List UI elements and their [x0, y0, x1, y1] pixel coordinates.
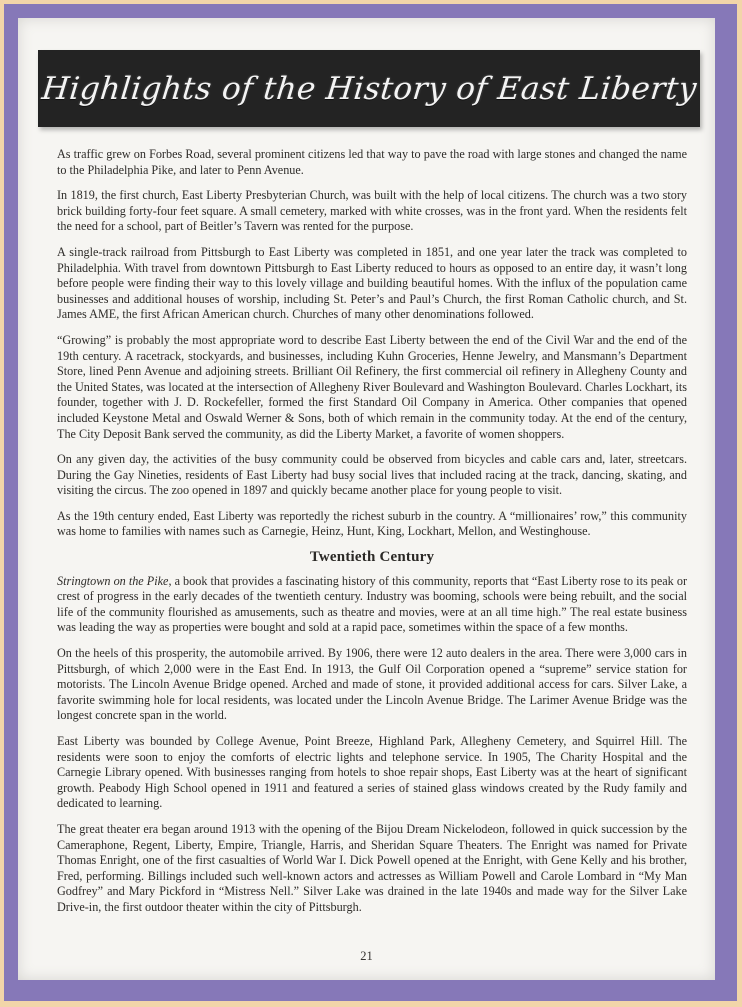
- book-title-italic: Stringtown on the Pike: [57, 573, 169, 588]
- paragraph: “Growing” is probably the most appropriate word to describe East Liberty between the end of the Civil War and the end of the 19th century. A racetrack, stockyards, and businesses, including Kuhn Groceries, Henne Jewelry, and Mansmann’s Department Store, lined Penn Avenue and adjoining streets. Brilliant Oil Refinery, the first commercial oil refinery in Allegheny County and the United States, was located at the intersection of Allegheny River Boulevard and Washington Boulevard. Charles Lockhart, its founder, together with J. D. Rockefeller, formed the first Standard Oil Company in America. Other companies that opened included Keystone Metal and Oswald Werner & Sons, both of which remain in the community today. At the end of the century, The City Deposit Bank served the community, as did the Liberty Market, a favorite of women shoppers.: [57, 332, 687, 441]
- paragraph: East Liberty was bounded by College Avenue, Point Breeze, Highland Park, Allegheny Cemetery, and Squirrel Hill. The residents were soon to enjoy the comforts of electric lights and telephone service. In 1905, The Charity Hospital and the Carnegie Library opened. With businesses ranging from hotels to shoe repair shops, East Liberty was at the heart of significant growth. Peabody High School opened in 1911 and featured a series of stained glass windows created by the Rudy family and dedicated to learning.: [57, 734, 687, 811]
- paragraph: As traffic grew on Forbes Road, several prominent citizens led that way to pave the road with large stones and changed the name to the Philadelphia Pike, and later to Penn Avenue.: [57, 147, 687, 177]
- title-banner: [38, 50, 700, 127]
- paragraph: As the 19th century ended, East Liberty was reportedly the richest suburb in the country. A “millionaires’ row,” this community was home to families with names such as Carnegie, Heinz, Hunt, King, Lockhart, Mellon, and Westinghouse.: [57, 508, 687, 539]
- paragraph: [57, 574, 687, 636]
- paragraph: On any given day, the activities of the busy community could be observed from bicycles and cable cars and, later, streetcars. During the Gay Nineties, residents of East Liberty had busy social lives that included racing at the track, dancing, skating, and visiting the circus. The zoo opened in 1897 and quickly became another place for young people to visit.: [57, 452, 687, 498]
- document-page: [18, 18, 715, 980]
- paragraph: On the heels of this prosperity, the automobile arrived. By 1906, there were 12 auto dealers in the area. There were 3,000 cars in Pittsburgh, of which 2,000 were in the East End. In 1913, the Gulf Oil Corporation opened a “supreme” service station for motorists. The Lincoln Avenue Bridge opened. Arched and made of stone, it provided additional access for cars. Silver Lake, a favorite swimming hole for local residents, was located under the Lincoln Avenue Bridge. The Larimer Avenue Bridge was the longest concrete span in the world.: [57, 646, 687, 723]
- section-heading: Twentieth Century: [309, 549, 435, 566]
- body-text: [18, 147, 715, 926]
- paragraph: The great theater era began around 1913 with the opening of the Bijou Dream Nickelodeon, followed in quick succession by the Cameraphone, Regent, Liberty, Empire, Triangle, Harris, and Sheridan Square Theaters. The Enright was named for Private Thomas Enright, one of the first casualties of World War I. Dick Powell opened at the Enright, with Gene Kelly and his brother, Fred, performing. Billings included such well-known actors and actresses as William Powell and Carole Lombard in “My Man Godfrey” and Mary Pickford in “Mistress Nell.” Silver Lake was drained in the late 1940s and made way for the Silver Lake Drive-in, the first outdoor theater within the city of Pittsburgh.: [57, 821, 687, 914]
- page-number: 21: [360, 949, 373, 963]
- paragraph-text: , a book that provides a fascinating history of this community, reports that “East Liberty rose to its peak or crest of progress in the early decades of the twentieth century. Industry was booming, schools were being rebuilt, and the social life of the community flourished as amusements, such as theatre and movies, were at an all time high.” The real estate business was leading the way as properties were bought and sold at a rapid pace, sometimes within the space of a few months.: [57, 573, 688, 635]
- page-title: Highlights of the History of East Liberty: [39, 70, 699, 107]
- paragraph: In 1819, the first church, East Liberty Presbyterian Church, was built with the help of local citizens. The church was a two story brick building forty-four feet square. A small cemetery, marked with white crosses, was in the front yard. When the residents felt the need for a school, part of Beitler’s Tavern was rented for the purpose.: [57, 188, 687, 234]
- paragraph: A single-track railroad from Pittsburgh to East Liberty was completed in 1851, and one year later the track was completed to Philadelphia. With travel from downtown Pittsburgh to East Liberty reduced to hours as opposed to an entire day, it wasn’t long before people were finding their way to this lovely village and building beautiful homes. With the influx of the population came businesses and additional houses of worship, including St. Peter’s and Paul’s Church, the first Roman Catholic church, and St. James AME, the first African American church. Churches of many other denominations followed.: [57, 244, 687, 322]
